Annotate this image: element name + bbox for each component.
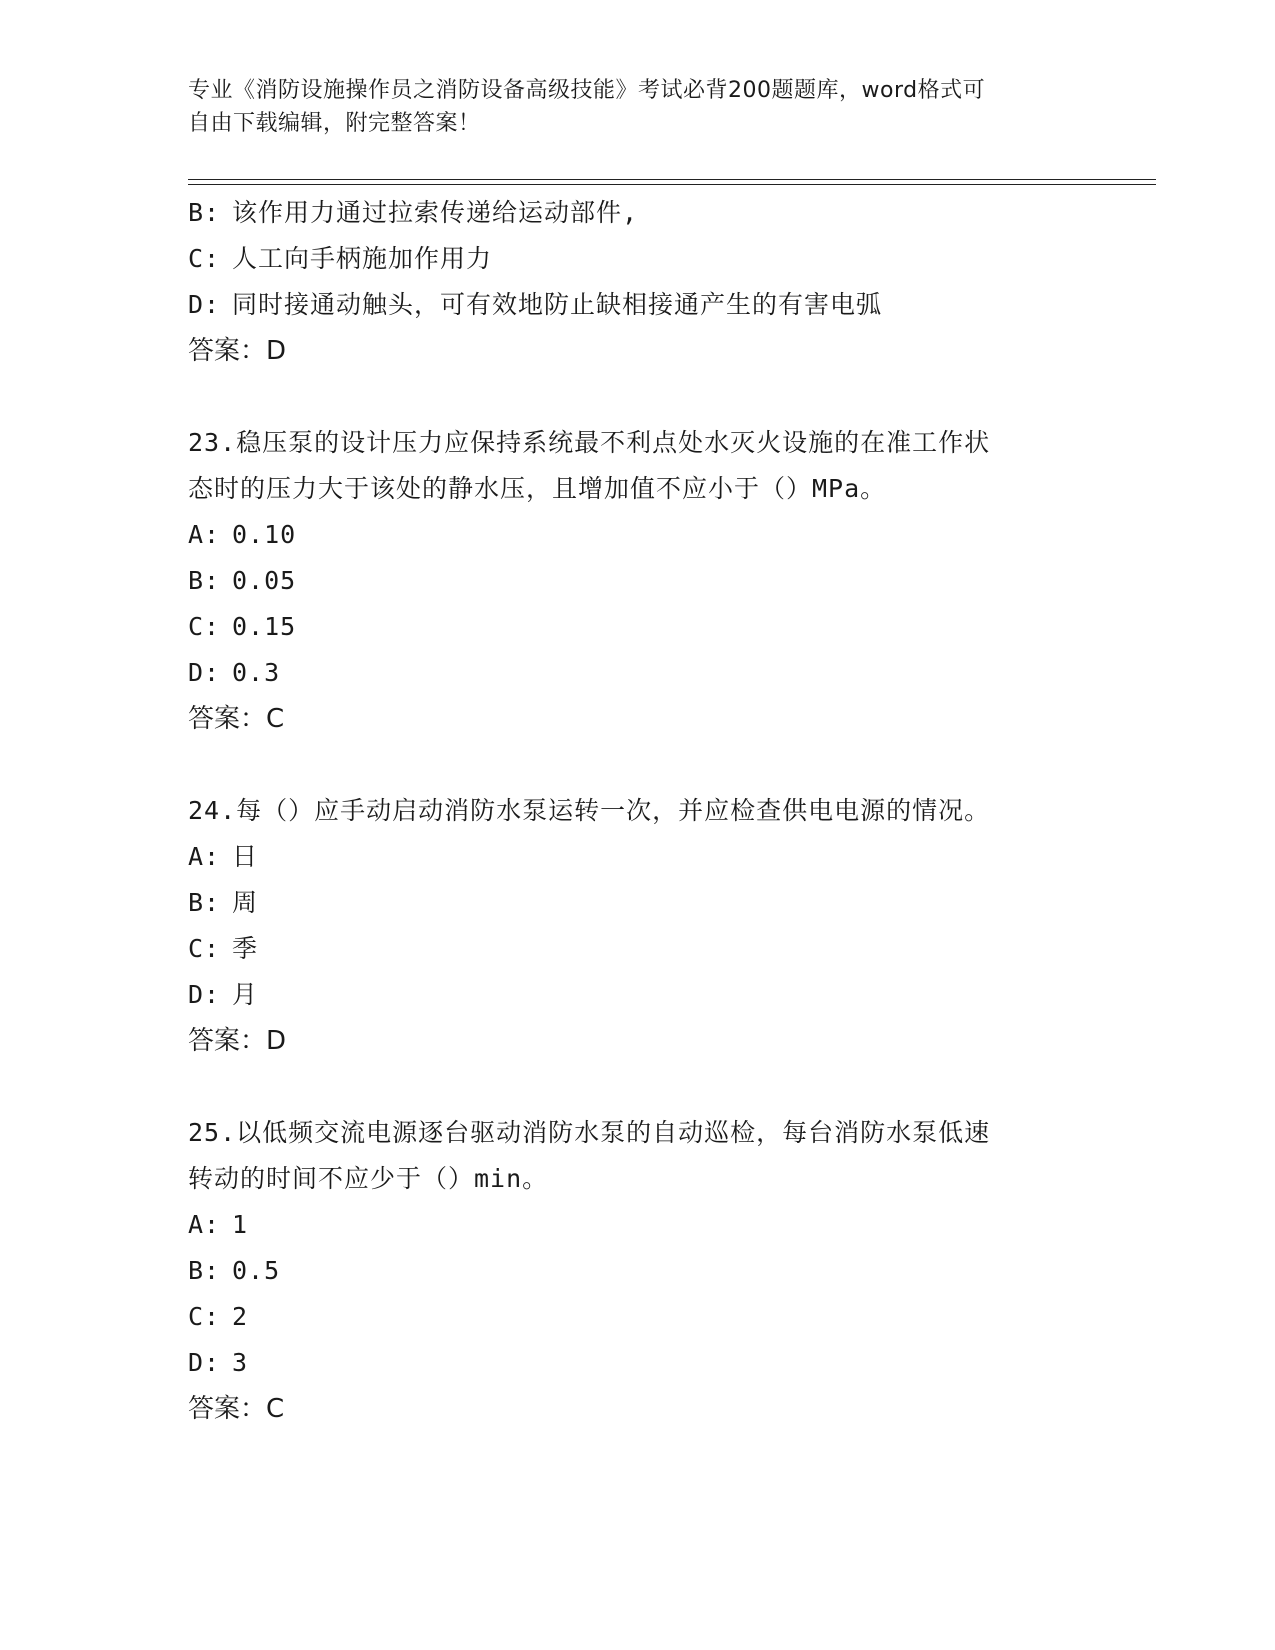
question-gap [188,374,1088,420]
question-22-continuation [188,190,1088,374]
option-text: 人工向手柄施加作用力 [232,244,493,273]
question-gap [188,742,1088,788]
option-text: 月 [232,980,259,1009]
option-label: D: [188,290,221,319]
option-text: 季 [232,934,259,963]
option-label: C: [188,1302,221,1331]
question-text-line-2: 态时的压力大于该处的静水压，且增加值不应小于（）MPa。 [188,474,887,503]
option-a [188,512,1088,558]
option-label: A: [188,520,221,549]
option-c [188,1294,1088,1340]
question-23 [188,420,1088,742]
header-divider-bottom [188,184,1156,185]
option-c [188,236,1088,282]
header-divider-top [188,179,1156,180]
option-text: 1 [232,1210,249,1239]
header-line-1: 专业《消防设施操作员之消防设备高级技能》考试必背200题题库，word格式可 [188,78,986,103]
option-text: 该作用力通过拉索传递给运动部件, [232,198,639,227]
option-text: 同时接通动触头，可有效地防止缺相接通产生的有害电弧 [232,290,883,319]
option-d [188,650,1088,696]
option-label: B: [188,566,221,595]
option-label: B: [188,1256,221,1285]
option-d [188,1340,1088,1386]
option-label: C: [188,244,221,273]
answer-line: 答案：D [188,1026,287,1056]
option-label: C: [188,934,221,963]
answer-line: 答案：D [188,336,287,366]
answer-line: 答案：C [188,1394,285,1424]
option-text: 0.5 [232,1256,281,1285]
option-a [188,834,1088,880]
option-label: D: [188,980,221,1009]
option-b [188,1248,1088,1294]
option-label: D: [188,1348,221,1377]
question-text-line-1: 23.稳压泵的设计压力应保持系统最不利点处水灭火设施的在准工作状 [188,428,991,457]
question-list [188,190,1088,1432]
header-line-2: 自由下载编辑，附完整答案！ [188,111,481,136]
question-text-line-1: 24.每（）应手动启动消防水泵运转一次，并应检查供电电源的情况。 [188,796,991,825]
option-d [188,972,1088,1018]
question-text-line-2: 转动的时间不应少于（）min。 [188,1164,549,1193]
option-text: 3 [232,1348,249,1377]
question-text-line-1: 25.以低频交流电源逐台驱动消防水泵的自动巡检，每台消防水泵低速 [188,1118,991,1147]
option-label: B: [188,888,221,917]
option-label: A: [188,842,221,871]
option-b [188,190,1088,236]
option-text: 0.15 [232,612,297,641]
option-text: 0.10 [232,520,297,549]
option-c [188,604,1088,650]
option-d [188,282,1088,328]
question-25 [188,1110,1088,1432]
option-a [188,1202,1088,1248]
question-gap [188,1064,1088,1110]
option-b [188,558,1088,604]
option-text: 日 [232,842,259,871]
document-header [188,74,1088,140]
option-b [188,880,1088,926]
option-label: C: [188,612,221,641]
option-text: 2 [232,1302,249,1331]
option-label: B: [188,198,221,227]
option-label: D: [188,658,221,687]
option-text: 0.05 [232,566,297,595]
option-text: 0.3 [232,658,281,687]
option-text: 周 [232,888,259,917]
answer-line: 答案：C [188,704,285,734]
option-label: A: [188,1210,221,1239]
question-24 [188,788,1088,1064]
option-c [188,926,1088,972]
